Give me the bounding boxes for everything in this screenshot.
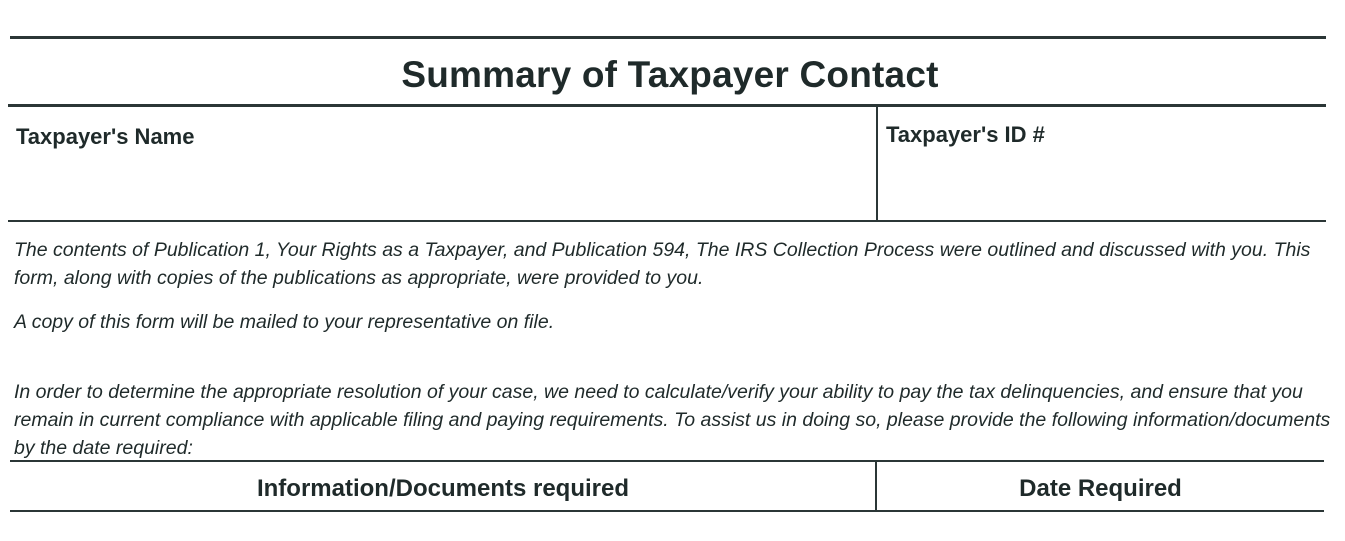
fields-rule xyxy=(8,220,1326,222)
documents-required-header: Information/Documents required xyxy=(256,475,630,502)
date-required-header: Date Required xyxy=(1019,475,1182,502)
taxpayer-id-label: Taxpayer's ID # xyxy=(886,122,1045,147)
top-rule xyxy=(10,36,1326,39)
publications-paragraph: The contents of Publication 1, Your Rights as a Taxpayer, and Publication 594, The IRS Collection Process were outlined and discussed with you. This form, along with copies of the publications as appropriate, were provided to you. xyxy=(14,239,1311,289)
form-title: Summary of Taxpayer Contact xyxy=(401,54,939,95)
documents-top-rule xyxy=(10,460,1324,462)
fields-divider xyxy=(876,106,878,221)
title-rule xyxy=(8,104,1326,107)
documents-bottom-rule xyxy=(10,510,1324,512)
representative-paragraph: A copy of this form will be mailed to your representative on file. xyxy=(14,311,555,333)
resolution-paragraph: In order to determine the appropriate resolution of your case, we need to calculate/verify your ability to pay the tax delinquencies, and ensure that you remain in current compliance with applicable filing and paying requirements. To assist us in doing so, please provide the following information/documents by the date required: xyxy=(14,381,1331,459)
taxpayer-name-label: Taxpayer's Name xyxy=(16,124,195,149)
